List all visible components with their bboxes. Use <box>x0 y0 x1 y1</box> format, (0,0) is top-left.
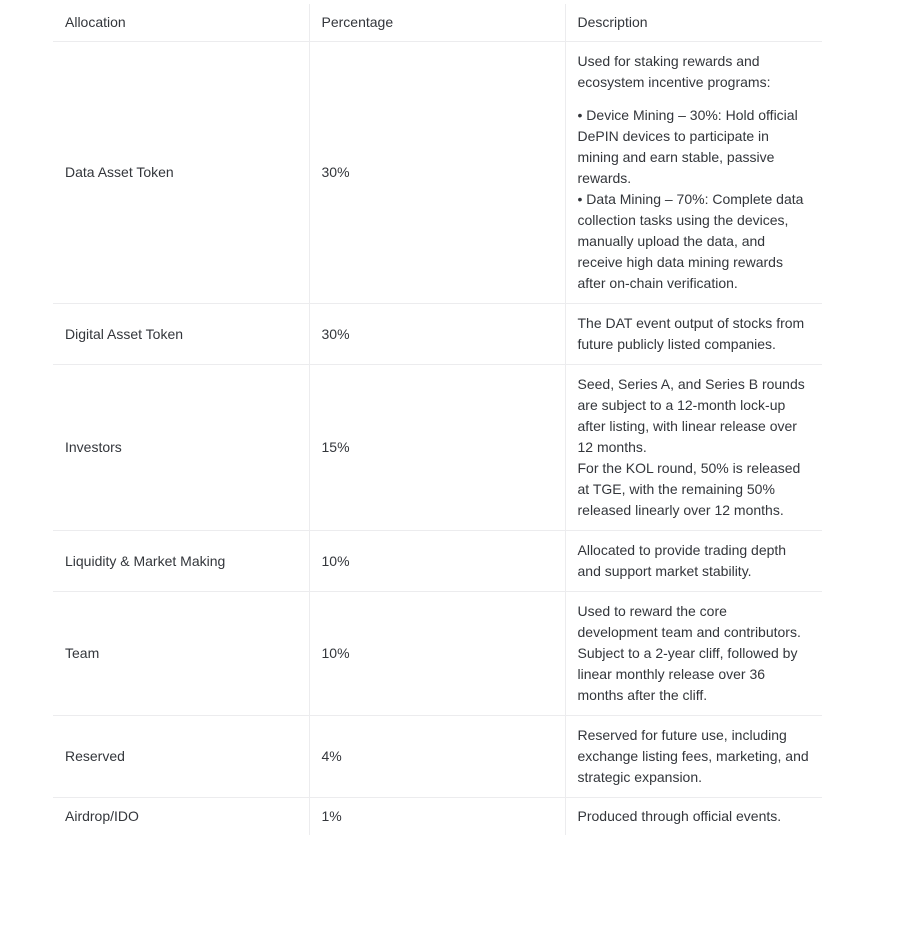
table-row <box>53 42 822 304</box>
header-allocation: Allocation <box>53 4 309 42</box>
table-row <box>53 798 822 836</box>
percentage-cell: 30% <box>309 304 565 365</box>
description-intro: Used for staking rewards and ecosystem incentive programs: <box>577 53 771 90</box>
description-cell: Produced through official events. <box>565 798 822 836</box>
table-header-row <box>53 4 822 42</box>
description-point: • Data Mining – 70%: Complete data collection tasks using the devices, manually upload the data, and receive high data mining rewards after on-chain verification. <box>577 191 804 291</box>
table-row <box>53 365 822 531</box>
description-cell: The DAT event output of stocks from future publicly listed companies. <box>565 304 822 365</box>
header-percentage: Percentage <box>309 4 565 42</box>
table-row <box>53 304 822 365</box>
description-cell: Used to reward the core development team and contributors. Subject to a 2-year cliff, followed by linear monthly release over 36 months after the cliff. <box>565 592 822 716</box>
description-cell: Reserved for future use, including exchange listing fees, marketing, and strategic expansion. <box>565 716 822 798</box>
description-cell <box>565 42 822 304</box>
allocation-cell: Team <box>53 592 309 716</box>
table-row <box>53 531 822 592</box>
description-point: • Device Mining – 30%: Hold official DePIN devices to participate in mining and earn stable, passive rewards. <box>577 107 798 186</box>
description-cell: Allocated to provide trading depth and support market stability. <box>565 531 822 592</box>
table-row <box>53 716 822 798</box>
percentage-cell: 4% <box>309 716 565 798</box>
allocation-cell: Data Asset Token <box>53 42 309 304</box>
percentage-cell: 10% <box>309 592 565 716</box>
allocation-cell: Digital Asset Token <box>53 304 309 365</box>
percentage-cell: 1% <box>309 798 565 836</box>
allocation-cell: Airdrop/IDO <box>65 808 139 824</box>
allocation-cell: Investors <box>53 365 309 531</box>
description-line: Seed, Series A, and Series B rounds are subject to a 12-month lock-up after listing, with linear release over 12 months. <box>577 376 805 455</box>
description-cell <box>565 365 822 531</box>
table-row <box>53 592 822 716</box>
allocation-cell: Reserved <box>53 716 309 798</box>
allocation-table-container <box>53 4 822 835</box>
allocation-cell: Liquidity & Market Making <box>53 531 309 592</box>
allocation-table <box>53 4 822 835</box>
description-line: For the KOL round, 50% is released at TGE, with the remaining 50% released linearly over 12 months. <box>577 460 801 518</box>
header-description: Description <box>565 4 822 42</box>
percentage-cell: 10% <box>309 531 565 592</box>
percentage-cell: 15% <box>309 365 565 531</box>
percentage-cell: 30% <box>309 42 565 304</box>
